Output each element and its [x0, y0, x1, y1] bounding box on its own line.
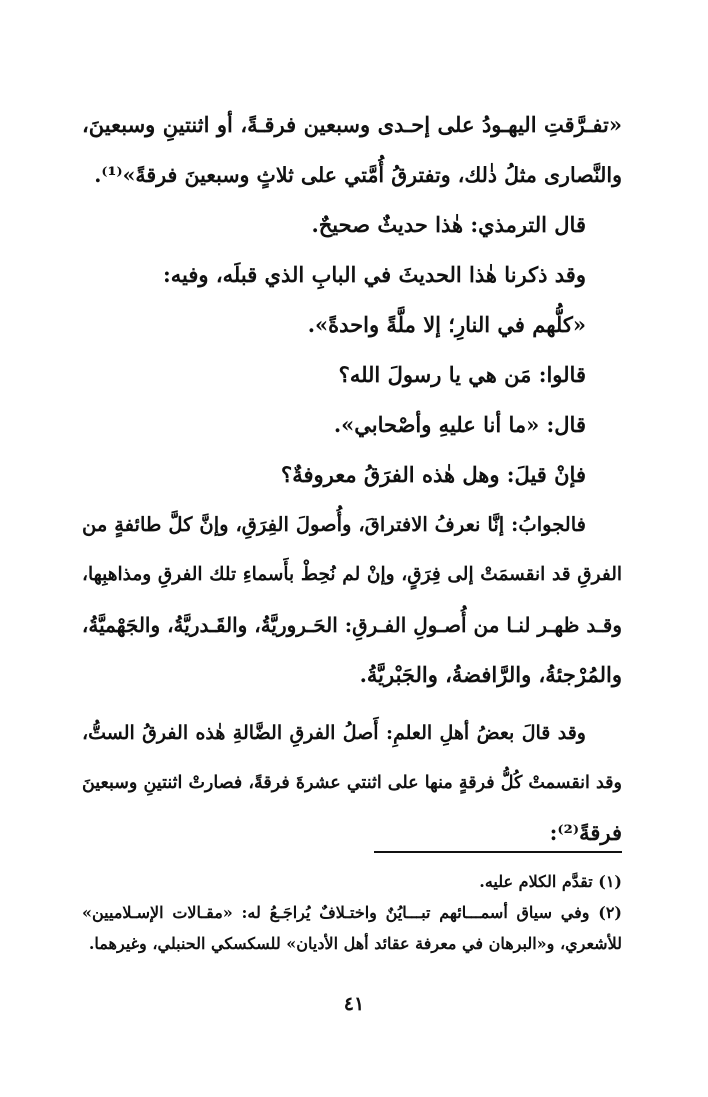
main-text-continued [82, 708, 622, 858]
text-line-previous-chapter: وقد ذكرنا هٰذا الحديثَ في البابِ الذي قبلَه، وفيه: [163, 262, 586, 287]
text-line-hadith-1: «تفـرَّقتِ اليهـودُ على إحـدى وسبعين فرقـةً، أو اثنتينِ وسبعينَ، [82, 112, 622, 137]
text-line-all-in-fire: «كلُّهم في النارِ؛ إلا ملَّةً واحدةً». [307, 312, 586, 337]
main-text [82, 100, 622, 700]
text-line-they-said: قالوا: مَن هي يا رسولَ الله؟ [338, 362, 586, 387]
text-line-he-said: قال: «ما أنا عليهِ وأصْحابي». [333, 412, 586, 437]
footnote-2-line-1: (٢) وفي سياق أسمـــائهم تبـــايُنٌ واختـلافٌ يُراجَـعُ له: «مقـالات الإسـلاميين» [82, 903, 622, 922]
text-line-answer-3: وقـد ظهـر لنـا من أُصـولِ الفـرقِ: الحَـروريَّةُ، والقَـدريَّةُ، والجَهْميَّةُ، [81, 613, 622, 637]
text-line-answer-2: الفرقِ قد انقسمَتْ إلى فِرَقٍ، وإنْ لم نُحِطْ بأَسماءِ تلك الفرقِ ومذاهبِها، [82, 564, 622, 585]
footnote-separator [374, 851, 622, 853]
footnotes [82, 866, 622, 959]
text-line-scholars-1: وقد قالَ بعضُ أهلِ العلمِ: أَصلُ الفرقِ الضَّالةِ هٰذه الفرقُ الستُّ، [82, 722, 586, 744]
text-line-scholars-3: فرقةً⁽²⁾: [549, 820, 622, 845]
text-line-question: فإنْ قيلَ: وهل هٰذه الفرَقُ معروفةٌ؟ [281, 462, 586, 487]
footnote-1: (١) تقدَّم الكلام عليه. [479, 872, 622, 891]
text-line-tirmidhi: قال الترمذي: هٰذا حديثٌ صحيحٌ. [311, 212, 586, 237]
text-line-answer-4: والمُرْجئةُ، والرَّافضةُ، والجَبْريَّةُ. [359, 662, 622, 687]
text-line-hadith-2: والنَّصارى مثلُ ذٰلك، وتفترقُ أُمَّتي على ثلاثٍ وسبعينَ فرقةً»⁽¹⁾. [94, 163, 622, 187]
text-line-scholars-2: وقد انقسمتْ كُلُّ فرقةٍ منها على اثنتي عشرةَ فرقةً، فصارتْ اثنتينِ وسبعينَ [81, 773, 622, 793]
text-line-answer-1: فالجوابُ: إنَّا نعرفُ الافتراقَ، وأُصولَ الفِرَقِ، وإنَّ كلَّ طائفةٍ من [82, 513, 586, 536]
footnote-2-line-2: للأشعري، و«البرهان في معرفة عقائد أهل الأديان» للسكسكي الحنبلي، وغيرهما. [88, 934, 622, 953]
page-number: ٤١ [343, 993, 365, 1015]
